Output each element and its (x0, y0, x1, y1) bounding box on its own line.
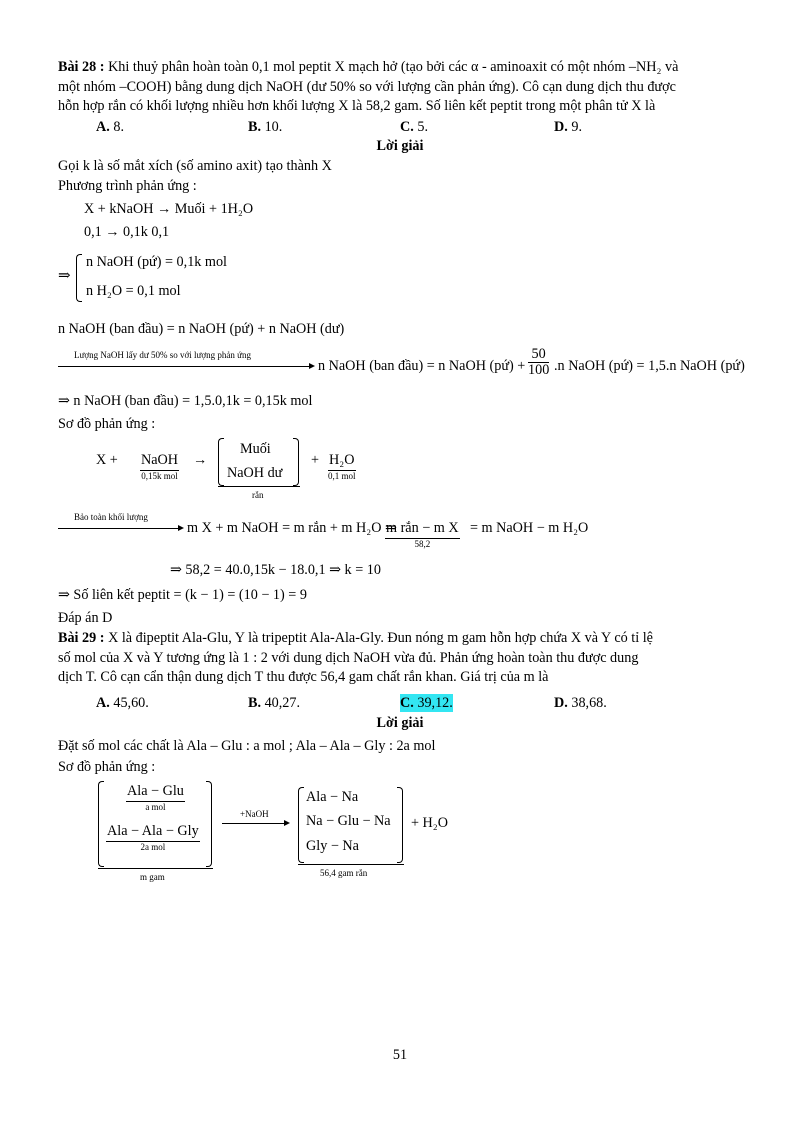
reactant-ala-glu: Ala − Glu a mol (127, 783, 184, 812)
product-underbrace (298, 864, 404, 865)
reactant-underbrace (98, 868, 213, 869)
bai28-option-a[interactable]: A. 8. (96, 119, 124, 135)
mass-arrow-line (58, 528, 180, 529)
mass-equation: m X + m NaOH = m rắn + m H₂O ⇒ (187, 520, 397, 536)
mass-equation-part2: = m NaOH − m H₂O (470, 520, 589, 536)
bai29-solution-line1: Đặt số mol các chất là Ala – Glu : a mol ; Ala – Ala – Gly : 2a mol (58, 738, 436, 754)
right-brace-icon (293, 438, 299, 486)
product-water: + H₂O (411, 815, 448, 831)
bai28-option-b[interactable]: B. 10. (248, 119, 283, 135)
mass-arrow-head-icon (178, 525, 184, 531)
left-brace-icon (298, 787, 304, 863)
bai28-solution-line1: Gọi k là số mắt xích (số amino axit) tạo thành X (58, 158, 332, 174)
excess-arrow-line (58, 366, 311, 367)
diagram-x: X + (96, 452, 118, 468)
naoh-arrow-head-icon (284, 820, 290, 826)
product-na-glu-na: Na − Glu − Na (306, 813, 391, 829)
diagram-plus: + (311, 452, 320, 468)
bai29-option-d[interactable]: D. 38,68. (554, 695, 607, 711)
product-mass-label: 56,4 gam rắn (320, 868, 368, 878)
bai28-equation: X + kNaOH → Muối + 1H₂O (84, 201, 254, 217)
system-line2: n H₂O = 0,1 mol (86, 283, 181, 299)
implies-arrow-icon: ⇒ (58, 268, 71, 284)
bai28-option-d[interactable]: D. 9. (554, 119, 582, 135)
bai29-stem-line1: Bài 29 : X là đipeptit Ala-Glu, Y là tripeptit Ala-Ala-Gly. Đun nóng m gam hỗn hợp chứa X và Y có tỉ lệ (58, 630, 653, 646)
bai28-stem-line3: hỗn hợp rắn có khối lượng nhiều hơn khối lượng X là 58,2 gam. Số liên kết peptit trong một phân tử X là (58, 98, 656, 114)
left-brace-icon (218, 438, 224, 486)
bai28-answer: Đáp án D (58, 610, 113, 626)
reactant-mass-label: m gam (140, 872, 165, 882)
system-line1: n NaOH (pứ) = 0,1k mol (86, 254, 227, 270)
diagram-underbrace (218, 486, 300, 487)
reactant-ala-ala-gly: Ala − Ala − Gly 2a mol (107, 823, 199, 852)
bai29-title: Bài 29 : (58, 630, 105, 646)
fraction-50-100: $\frac{50}{100}$ (528, 346, 550, 378)
mass-underbrace: m rắn − m X 58,2 (386, 520, 459, 549)
naoh-total-equation: n NaOH (ban đầu) = n NaOH (pứ) + n NaOH (dư) (58, 321, 345, 337)
naoh-arrow-label: +NaOH (240, 809, 269, 819)
bai28-solution-line3: Sơ đồ phản ứng : (58, 416, 156, 432)
mass-arrow-label: Bảo toàn khối lượng (74, 512, 148, 522)
bai28-stem-line2: một nhóm –COOH) bằng dung dịch NaOH (dư 50% so với lượng cần phản ứng). Cô cạn dung dịch thu được (58, 79, 676, 95)
bai28-option-c[interactable]: C. 5. (400, 119, 428, 135)
left-brace-icon (76, 254, 82, 302)
naoh-arrow-line (222, 823, 286, 824)
bai29-solution-line2: Sơ đồ phản ứng : (58, 759, 156, 775)
left-brace-icon (98, 781, 104, 867)
calc-equation: ⇒ 58,2 = 40.0,15k − 18.0,1 ⇒ k = 10 (170, 562, 381, 578)
bai28-solution-line2: Phương trình phản ứng : (58, 178, 197, 194)
diagram-h2o: H₂O 0,1 mol (328, 452, 356, 481)
bai28-solution-title: Lời giải (376, 138, 424, 154)
page-number: 51 (392, 1047, 408, 1063)
excess-equation: n NaOH (ban đầu) = n NaOH (pứ) + (318, 358, 526, 374)
naoh-initial-equation: ⇒ n NaOH (ban đầu) = 1,5.0,1k = 0,15k mol (58, 393, 313, 409)
diagram-naoh: NaOH 0,15k mol (141, 452, 179, 481)
bai29-stem-line3: dịch T. Cô cạn cẩn thận dung dịch T thu được 56,4 gam chất rắn khan. Giá trị của m là (58, 669, 549, 685)
bai28-title: Bài 28 : (58, 59, 105, 75)
diagram-muoi: Muối (240, 441, 271, 457)
bai29-stem-line2: số mol của X và Y tương ứng là 1 : 2 với dung dịch NaOH vừa đủ. Phản ứng hoàn toàn thu được dung (58, 650, 639, 666)
bai28-stem-line1: Bài 28 : Khi thuỷ phân hoàn toàn 0,1 mol peptit X mạch hở (tạo bởi các α - aminoaxit có một nhóm –NH₂ và (58, 59, 679, 75)
product-gly-na: Gly − Na (306, 838, 359, 854)
reaction-arrow-icon: → (193, 452, 208, 468)
excess-arrow-head-icon (309, 363, 315, 369)
peptide-bond-equation: ⇒ Số liên kết peptit = (k − 1) = (10 − 1) = 9 (58, 587, 307, 603)
excess-arrow-label: Lượng NaOH lấy dư 50% so với lượng phản ứng (74, 350, 252, 360)
bai29-option-b[interactable]: B. 40,27. (248, 695, 301, 711)
diagram-ran: rắn (252, 490, 264, 500)
right-brace-icon (397, 787, 403, 863)
bai29-option-a[interactable]: A. 45,60. (96, 695, 149, 711)
diagram-naoh-du: NaOH dư (227, 465, 283, 481)
excess-equation-part2: .n NaOH (pứ) = 1,5.n NaOH (pứ) (554, 358, 745, 374)
bai28-equation-moles: 0,1 → 0,1k 0,1 (84, 224, 170, 240)
bai29-solution-title: Lời giải (376, 715, 424, 731)
right-brace-icon (206, 781, 212, 867)
bai29-option-c-highlighted[interactable]: C. 39,12. (400, 695, 453, 711)
product-ala-na: Ala − Na (306, 789, 359, 805)
